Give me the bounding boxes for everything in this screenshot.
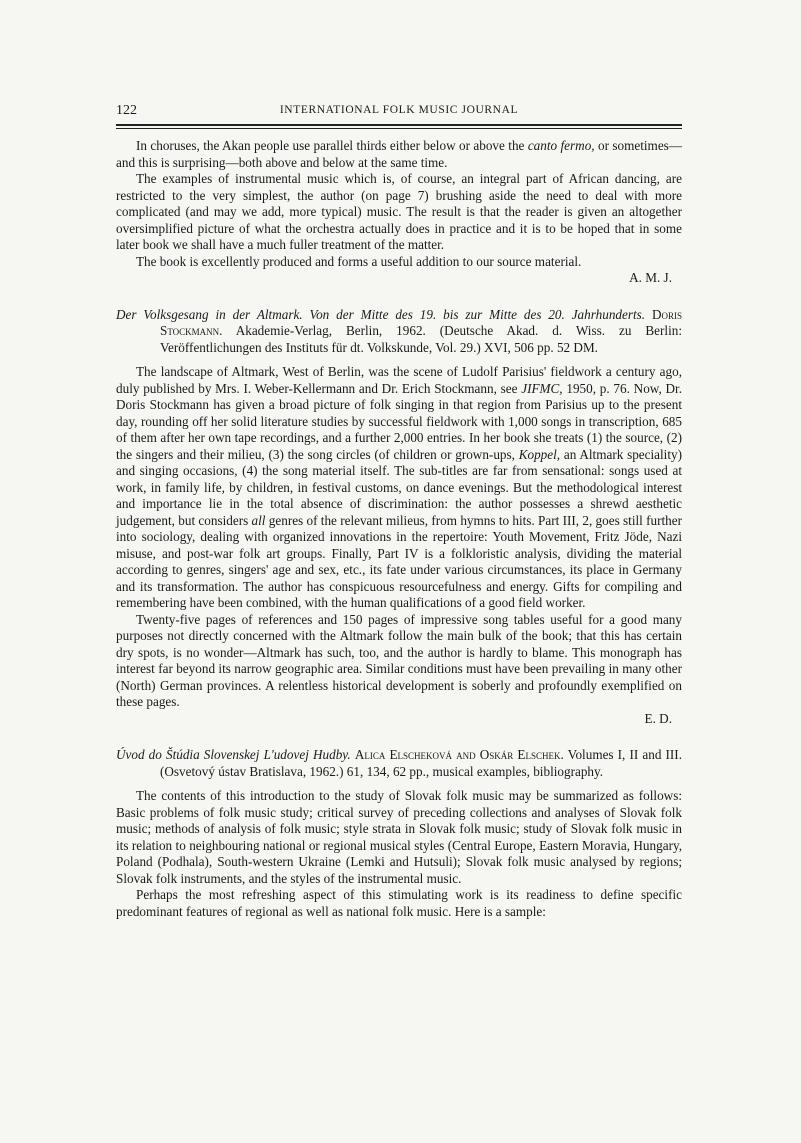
header-rule-thick xyxy=(116,124,682,126)
review2-paragraph-2: Twenty-five pages of references and 150 pages of impressive song tables useful for a good many purposes not directly concerned with the Altmark follow the main bulk of the book; that this has certain dry spots, is no wonder—Altmark has such, too, and the author is hardly to blame. This monograph has interest far beyond its narrow geographic area. Similar conditions must have been prevailing in many other (North) German provinces. A relentless historical development is soberly and profoundly exemplified on these pages. xyxy=(116,611,682,709)
header-rule-thin xyxy=(116,128,682,129)
page-body xyxy=(116,138,682,920)
review3-paragraph-1: The contents of this introduction to the study of Slovak folk music may be summarized as follows: Basic problems of folk music study; critical survey of preceding collections and analyses of Slovak folk music; methods of analysis of folk music; style strata in Slovak folk music; study of Slovak folk music in its relation to neighbouring national or regional musical styles (Central Europe, Eastern Moravia, Hungary, Poland (Podhala), South-western Ukraine (Lemki and Hutsuli); Slovak folk music analysed by regions; Slovak folk instruments, and the styles of the instrumental music. xyxy=(116,788,682,886)
review3-title: Úvod do Štúdia Slovenskej L'udovej Hudby. xyxy=(116,747,351,762)
review1-paragraph-3: The book is excellently produced and forms a useful addition to our source material. xyxy=(136,253,582,269)
page-header xyxy=(116,103,682,123)
review1-paragraph-1: In choruses, the Akan people use parallel thirds either below or above the canto fermo, or sometimes—and this is surprising—both above and below at the same time. xyxy=(116,138,682,170)
review3-paragraph-2: Perhaps the most refreshing aspect of this stimulating work is its readiness to define specific predominant features of regional as well as national folk music. Here is a sample: xyxy=(116,887,682,919)
review2-title: Der Volksgesang in der Altmark. Von der Mitte des 19. bis zur Mitte des 20. Jahrhunderts. xyxy=(116,306,646,322)
review2-author: Doris Stockmann. xyxy=(160,306,683,338)
review1-signature: A. M. J. xyxy=(629,270,672,285)
review1-paragraph-2: The examples of instrumental music which is, of course, an integral part of African dancing, are restricted to the very simplest, the author (on page 7) brushing aside the need to deal with more complicated (and may we add, more typical) music. The result is that the reader is given an altogether oversimplified picture of what the orchestra actually does in practice and it is to be hoped that in some later book we shall have a much fuller treatment of the matter. xyxy=(116,171,682,252)
review3-author: Alica Elscheková and Oskár Elschek. xyxy=(354,747,564,762)
review3-citation: Úvod do Štúdia Slovenskej L'udovej Hudby. Alica Elscheková and Oskár Elschek. Volumes I, II and III. (Osvetový ústav Bratislava, 1962.) 61, 134, 62 pp., musical examples, bibliography. xyxy=(116,747,682,779)
review2-paragraph-1: The landscape of Altmark, West of Berlin, was the scene of Ludolf Parisius' fieldwork a century ago, duly published by Mrs. I. Weber-Kellermann and Dr. Erich Stockmann, see JIFMC, 1950, p. 76. Now, Dr. Doris Stockmann has given a broad picture of folk singing in that region from Parisius up to the present day, rounding off her solid literature studies by successful fieldwork with 1,000 songs in transcription, 685 of them after her own tape recordings, and a further 2,000 entries. In her book she treats (1) the source, (2) the singers and their milieu, (3) the song circles (of children or grown-ups, Koppel, an Altmark speciality) and singing occasions, (4) the song material itself. The sub-titles are far from sensational: songs used at work, in family life, by children, in festival customs, on dance evenings. But the methodological interest and importance lie in the total absence of discrimination: the author possesses a shrewd aesthetic judgement, but considers all genres of the relevant milieus, from hymns to hits. Part III, 2, goes still further into sociology, dealing with organized innovations in the repertoire: Youth Movement, Fritz Jöde, Nazi misuse, and post-war folk art groups. Finally, Part IV is a folkloristic analysis, dividing the material according to genres, singers' age and sex, etc., its fate under various circumstances, its place in Germany and its transformation. The author has conspicuous resourcefulness and energy. Gifts for compiling and remembering have been combined, with the human qualifications of a good field worker. xyxy=(116,364,683,610)
page-number: 122 xyxy=(116,103,137,118)
review2-citation: Der Volksgesang in der Altmark. Von der Mitte des 19. bis zur Mitte des 20. Jahrhunderts. Doris Stockmann. Akademie-Verlag, Berlin, 1962. (Deutsche Akad. d. Wiss. zu Berlin: Veröffentlichungen des Instituts für dt. Volkskunde, Vol. 29.) XVI, 506 pp. 52 DM. xyxy=(116,306,683,355)
review2-signature: E. D. xyxy=(644,710,672,726)
running-title: INTERNATIONAL FOLK MUSIC JOURNAL xyxy=(279,104,519,116)
